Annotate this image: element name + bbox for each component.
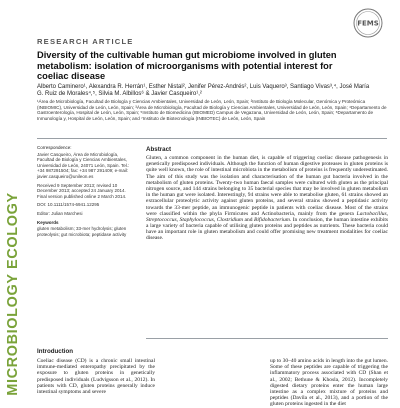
keywords-label: Keywords bbox=[37, 219, 59, 225]
author-list: Alberto Caminero¹, Alexandra R. Herrán¹, Esther Nistal², Jenifer Pérez-Andrés², Luis Vaquero³, Santiago Vivas³,⁴, José María G. Ruiz de Morales⁴,⁵, Silvia M. Albillos⁶ & Javier Casqueiro¹,² bbox=[37, 84, 370, 98]
article-title: Diversity of the cultivable human gut microbiome involved in gluten metabolism: isolation of microorganisms with potential interest for coeliac disease bbox=[37, 50, 337, 82]
abstract-genus-last: Bifidobacterium bbox=[254, 216, 290, 223]
doi: DOI: 10.1111/1574-6941.12295 bbox=[37, 202, 100, 208]
editor: Editor: Julian Marchesi bbox=[37, 210, 83, 216]
abstract-divider bbox=[146, 338, 388, 339]
introduction-heading: Introduction bbox=[37, 348, 74, 355]
abstract-part-2: . In conclusion, the human intestine exhibits a large variety of bacteria capable of utilising gluten proteins and peptides as nutrients. These bacteria could have an important role in gluten metabolism and could offer promising new treatment modalities for coeliac disease. bbox=[146, 216, 388, 242]
journal-name: MICROBIOLOGY ECOLOGY bbox=[5, 192, 21, 396]
correspondence-text: Javier Casqueiro, Área de Microbiología, Facultad de Biología y Ciencias Ambientales, Universidad de León, 24071 León, Spain. Tel.: +34 987291504; fax: +34 987 291409; e-mail: javier.casqueiro@unileon.es bbox=[37, 151, 130, 179]
affiliations: ¹Área de Microbiología, Facultad de Biología y Ciencias Ambientales, Universidad de León, León, Spain; ²Instituto de Biología Molecular, Genómica y Proteómica (INBIOMIC), Universidad de León, León, Spain; ³Área de Microbiología, Facultad de Biología y Ciencias Ambientales, Universidad de León, León, Spain; ⁴Departamento de Gastroenterología, Hospital de León, León, Spain; ⁵Instituto de Biomedicina (IBIOMED) Campus de Vegazana, Universidad de León, León, Spain; ⁶Departamento de Inmunología y, Hospital de León, León, Spain; and ⁷Instituto de Biotecnología (INBIOTEC) de León, León, Spain bbox=[37, 99, 387, 121]
correspondence-label: Correspondence: bbox=[37, 145, 72, 150]
abstract-and: and bbox=[243, 216, 255, 223]
header-divider bbox=[37, 138, 387, 139]
abstract-part-1: Gluten, a common component in the human diet, is capable of triggering coeliac disease pathogenesis in genetically predisposed individuals. Although the function of human digestive proteases in gluten proteins is quite well known, the role of intestinal microbiota in the metabolism of proteins is frequently underestimated. The aim of this study was the isolation and characterisation of the human gut bacteria involved in the metabolism of gluten proteins. Twenty-two human faecal samples were cultured with gluten as the principal nitrogen source, and 144 strains belonging to 35 bacterial species that may be involved in gluten metabolism in the human gut were isolated. Interestingly, 94 strains were able to metabolise gluten, 61 strains showed an extracellular proteolytic activity against gluten proteins, and several strains showed a peptidasic activity towards the 33-mer peptide, an immunogenic peptide in patients with coeliac disease. Most of the strains were classified within the phyla Firmicutes and Actinobacteria, mainly from the genera bbox=[146, 155, 388, 217]
received-dates: Received 9 September 2013; revised 10 December 2013; accepted 24 January 2014. Final version published online 2 March 2014. bbox=[37, 182, 127, 199]
abstract-genera: Lactobacillus, Streptococcus, Staphylococcus, Clostridium bbox=[146, 210, 388, 223]
article-type: RESEARCH ARTICLE bbox=[37, 37, 134, 46]
introduction-column-2: up to 30–40 amino acids in length into the gut lumen. Some of these peptides are capable of triggering the inflammatory process associated with CD (Shan et al., 2002; Bethune & Khosla, 2012). Incompletely digested dietary proteins enter the human large intestine as a complex mixture of proteins and peptides (Davila et al., 2013), and a portion of the gluten proteins ingested in the diet bbox=[270, 358, 388, 408]
article-info-sidebar bbox=[37, 145, 132, 240]
introduction-column-1: Coeliac disease (CD) is a chronic small intestinal immune-mediated enteropathy precipitated by the exposure to gluten proteins in genetically predisposed individuals (Ludvigsson et al., 2012). In patients with CD, gluten proteins generally induce intestinal symptoms and severe bbox=[37, 358, 155, 396]
logo-text: FEMS bbox=[357, 19, 379, 28]
keywords: gluten metabolism; 33-mer hydrolysis; gluten proteolysis; gut microbiota; peptidase activity bbox=[37, 226, 127, 237]
fems-logo bbox=[353, 8, 383, 38]
abstract-heading: Abstract bbox=[146, 146, 172, 153]
abstract-text bbox=[146, 155, 388, 242]
